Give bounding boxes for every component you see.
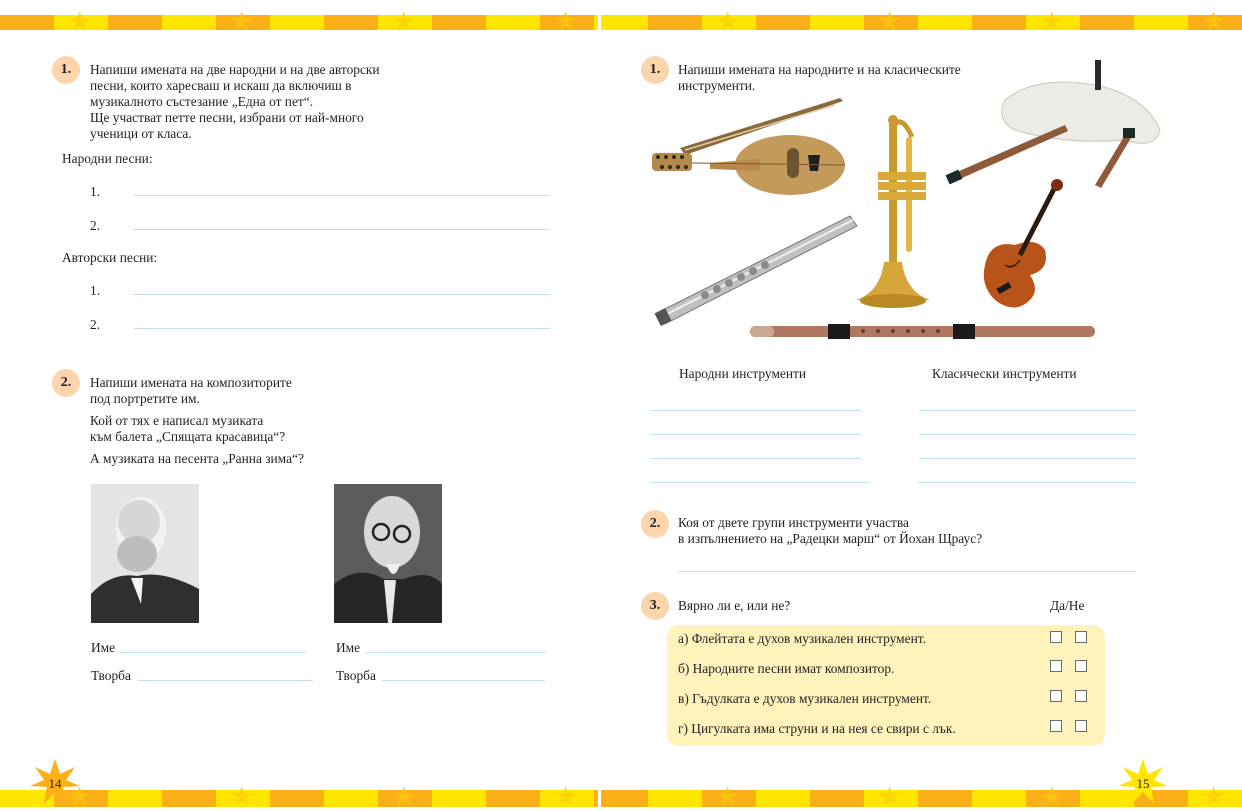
page-number-star-right <box>1118 757 1168 807</box>
star-icon: ★ <box>1040 7 1064 36</box>
stripe-block <box>648 15 702 30</box>
stripe-block <box>108 15 162 30</box>
star-icon: ★ <box>68 7 92 36</box>
task-number-badge: 2. <box>52 369 80 397</box>
stripe-block <box>432 15 486 30</box>
statement-c: в) Гъдулката е духов музикален инструмент. <box>678 691 932 706</box>
stripe-block <box>918 790 972 807</box>
author-song-number: 2. <box>90 317 101 332</box>
classical-instruments-header: Класически инструменти <box>932 366 1077 381</box>
author-song-answer-line-2[interactable] <box>133 328 550 329</box>
trumpet-icon <box>862 112 942 312</box>
stripe-block <box>162 15 216 30</box>
stripe-block <box>918 15 972 30</box>
stripe-block <box>1026 7 1080 36</box>
stripe-block <box>0 15 54 30</box>
statement-b-no-checkbox[interactable] <box>1075 660 1087 672</box>
stripe-block <box>324 790 378 807</box>
kaval-icon <box>748 322 1098 346</box>
stripe-block <box>216 782 270 811</box>
statement-d-yes-checkbox[interactable] <box>1050 720 1062 732</box>
composer1-name-answer-line[interactable] <box>120 652 306 653</box>
statement-a: а) Флейтата е духов музикален инструмент. <box>678 631 926 646</box>
task2-answer-line[interactable] <box>678 571 1136 572</box>
folk-instrument-answer-line-2[interactable] <box>650 434 861 435</box>
page-gutter-bottom <box>598 790 601 807</box>
folk-song-answer-line-1[interactable] <box>133 195 550 196</box>
classical-instrument-answer-line-3[interactable] <box>919 458 1135 459</box>
star-icon: ★ <box>392 782 416 811</box>
task2-text-line: под портретите им. <box>90 391 200 406</box>
statement-a-yes-checkbox[interactable] <box>1050 631 1062 643</box>
task2-text-line: Кой от тях е написал музиката <box>90 413 264 428</box>
bagpipe-icon <box>945 60 1175 194</box>
folk-instrument-answer-line-1[interactable] <box>650 410 861 411</box>
star-icon: ★ <box>878 7 902 36</box>
task1-text-line: Напиши имената на две народни и на две авторски <box>90 62 380 77</box>
stripe-block <box>648 790 702 807</box>
stripe-block <box>864 782 918 811</box>
star-icon: ★ <box>554 782 578 811</box>
stripe-block <box>864 7 918 36</box>
folk-instruments-header: Народни инструменти <box>679 366 807 381</box>
task-number-badge: 2. <box>641 510 669 538</box>
star-icon: ★ <box>716 7 740 36</box>
task1-text-line: Напиши имената на народните и на класическите <box>678 62 961 77</box>
stripe-block <box>1026 782 1080 811</box>
task3-question: Вярно ли е, или не? <box>678 598 791 613</box>
stripe-block <box>972 790 1026 807</box>
task2-text-line: в изпълнението на „Радецки марш“ от Йохан Щраус? <box>678 531 983 546</box>
stripe-block <box>54 7 108 36</box>
stripe-block <box>378 782 432 811</box>
statement-c-no-checkbox[interactable] <box>1075 690 1087 702</box>
stripe-block <box>432 790 486 807</box>
statement-d-no-checkbox[interactable] <box>1075 720 1087 732</box>
stripe-block <box>594 15 648 30</box>
stripe-block <box>810 15 864 30</box>
task-number-badge: 3. <box>641 592 669 620</box>
stripe-block <box>810 790 864 807</box>
gadulka-icon <box>650 93 850 207</box>
star-icon: ★ <box>716 782 740 811</box>
stripe-block <box>486 15 540 30</box>
stripe-block <box>216 7 270 36</box>
stripe-block <box>270 15 324 30</box>
statement-b: б) Народните песни имат композитор. <box>678 661 895 676</box>
composer1-name-label: Име <box>91 640 116 655</box>
flute-icon <box>655 212 860 331</box>
task2-text-line: А музиката на песента „Ранна зима“? <box>90 451 304 466</box>
stripe-block <box>324 15 378 30</box>
task1-text-line: инструменти. <box>678 78 756 93</box>
star-icon: ★ <box>230 782 254 811</box>
statement-a-no-checkbox[interactable] <box>1075 631 1087 643</box>
composer-portrait-bearded <box>91 484 199 623</box>
author-song-number: 1. <box>90 283 101 298</box>
task-number-badge: 1. <box>52 56 80 84</box>
stripe-block <box>594 790 648 807</box>
page-gutter-top <box>598 15 601 30</box>
statement-d: г) Цигулката има струни и на нея се свири с лък. <box>678 721 956 736</box>
composer1-work-answer-line[interactable] <box>138 680 313 681</box>
star-icon: ★ <box>554 7 578 36</box>
stripe-block <box>1080 15 1134 30</box>
star-icon: ★ <box>392 7 416 36</box>
stripe-block <box>702 7 756 36</box>
stripe-block <box>756 15 810 30</box>
task1-text-line: ученици от класа. <box>90 126 192 141</box>
folk-songs-label: Народни песни: <box>62 151 153 166</box>
composer2-work-label: Творба <box>336 668 376 683</box>
classical-instrument-answer-line-2[interactable] <box>919 434 1135 435</box>
folk-instrument-answer-line-3[interactable] <box>650 458 861 459</box>
classical-instrument-answer-line-1[interactable] <box>919 410 1135 411</box>
star-icon: ★ <box>1202 782 1226 811</box>
composer2-name-answer-line[interactable] <box>365 652 546 653</box>
page-number: 14 <box>48 776 62 791</box>
stripe-block <box>1188 782 1242 811</box>
violin-icon <box>975 175 1065 319</box>
stripe-block <box>162 790 216 807</box>
star-icon: ★ <box>878 782 902 811</box>
task1-text-line: Ще участват петте песни, избрани от най-много <box>90 110 364 125</box>
stripe-block <box>270 790 324 807</box>
composer1-work-label: Творба <box>91 668 131 683</box>
stripe-block <box>756 790 810 807</box>
task2-text-line: Напиши имената на композиторите <box>90 375 292 390</box>
task2-text-line: Коя от двете групи инструменти участва <box>678 515 909 530</box>
stripe-block <box>540 7 594 36</box>
composer-portrait-glasses <box>334 484 442 623</box>
star-icon: ★ <box>230 7 254 36</box>
stripe-block <box>1134 15 1188 30</box>
folk-song-number: 1. <box>90 184 101 199</box>
task-number-badge: 1. <box>641 56 669 84</box>
classical-instrument-answer-line-4[interactable] <box>918 482 1135 483</box>
stripe-block <box>972 15 1026 30</box>
author-songs-label: Авторски песни: <box>62 250 158 265</box>
statement-c-yes-checkbox[interactable] <box>1050 690 1062 702</box>
star-icon: ★ <box>1202 7 1226 36</box>
stripe-block <box>540 782 594 811</box>
composer2-work-answer-line[interactable] <box>381 680 545 681</box>
statement-b-yes-checkbox[interactable] <box>1050 660 1062 672</box>
folk-song-number: 2. <box>90 218 101 233</box>
task1-text-line: музикалното състезание „Една от пет“. <box>90 94 314 109</box>
composer2-name-label: Име <box>336 640 361 655</box>
stripe-block <box>108 790 162 807</box>
star-icon: ★ <box>1040 782 1064 811</box>
author-song-answer-line-1[interactable] <box>133 294 550 295</box>
folk-song-answer-line-2[interactable] <box>133 229 550 230</box>
stripe-block <box>702 782 756 811</box>
star-icon: ★ <box>68 782 92 811</box>
page-number: 15 <box>1136 776 1150 791</box>
yes-no-header: Да/Не <box>1050 598 1085 613</box>
task2-text-line: към балета „Спящата красавица“? <box>90 429 286 444</box>
stripe-block <box>486 790 540 807</box>
stripe-block <box>1188 7 1242 36</box>
page-number-star-left <box>30 757 80 807</box>
task1-text-line: песни, които харесваш и искаш да включиш в <box>90 78 352 93</box>
stripe-block <box>378 7 432 36</box>
folk-instrument-answer-line-4[interactable] <box>650 482 870 483</box>
